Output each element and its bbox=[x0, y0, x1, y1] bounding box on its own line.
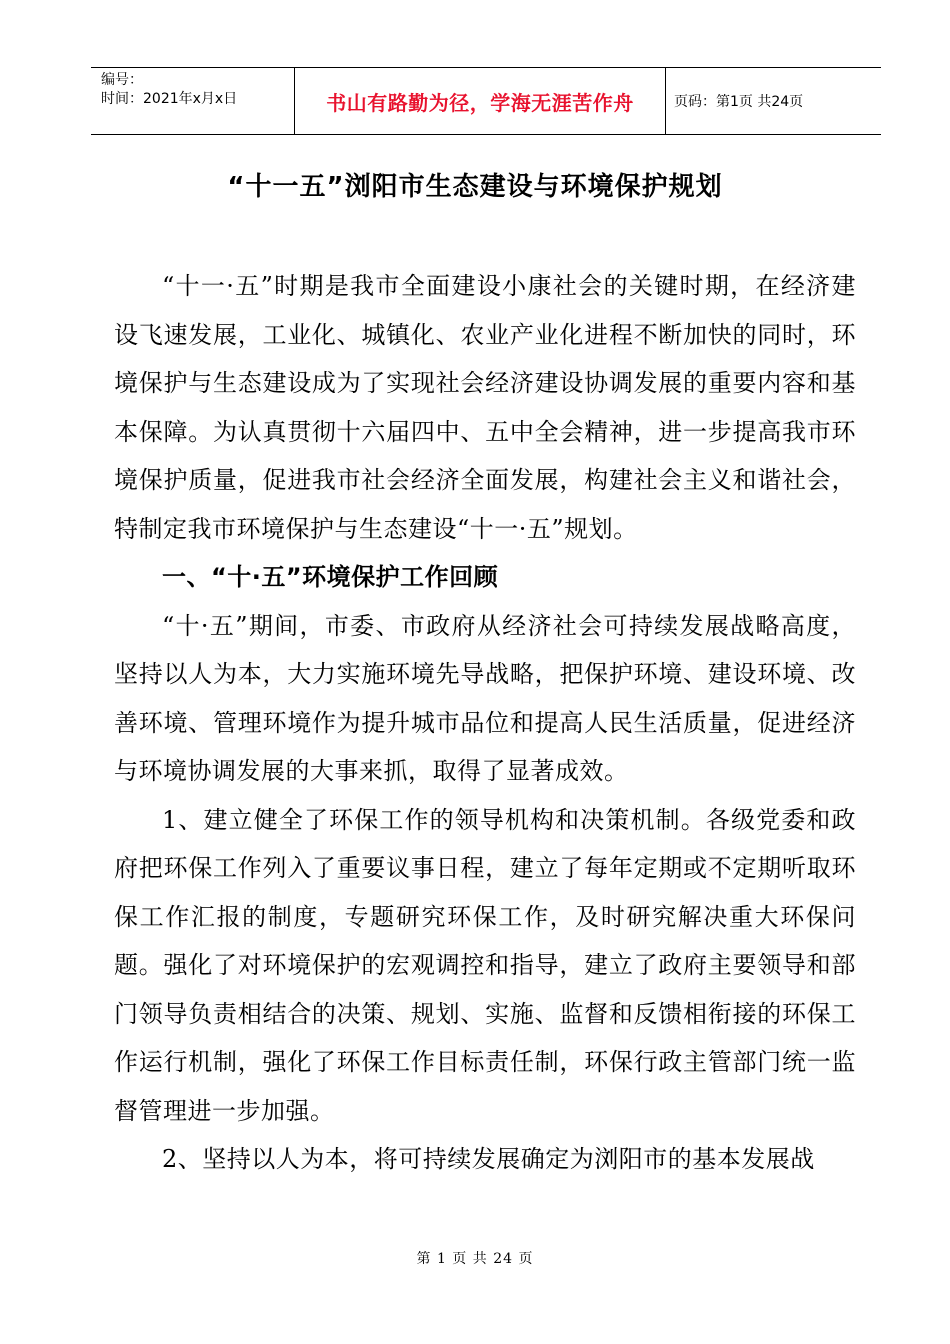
header-page-cell bbox=[666, 68, 881, 134]
page-footer: 第 1 页 共 24 页 bbox=[416, 1251, 534, 1267]
paragraph-intro: “十一·五”时期是我市全面建设小康社会的关键时期，在经济建设飞速发展，工业化、城镇化、农业产业化进程不断加快的同时，环境保护与生态建设成为了实现社会经济建设协调发展的重要内容和基本保障。为认真贯彻十六届四中、五中全会精神，进一步提高我市环境保护质量，促进我市社会经济全面发展，构建社会主义和谐社会，特制定我市环境保护与生态建设“十一·五”规划。 bbox=[114, 272, 856, 543]
document-header bbox=[91, 67, 881, 135]
document-time-label: 时间：2021年x月x日 bbox=[101, 91, 238, 107]
paragraph-review: “十·五”期间，市委、市政府从经济社会可持续发展战略高度，坚持以人为本，大力实施环境先导战略，把保护环境、建设环境、改善环境、管理环境作为提升城市品位和提高人民生活质量，促进经济与环境协调发展的大事来抓，取得了显著成效。 bbox=[114, 611, 856, 785]
paragraph-item-2: 2、坚持以人为本，将可持续发展确定为浏阳市的基本发展战 bbox=[162, 1145, 815, 1173]
header-meta-cell bbox=[91, 68, 294, 134]
header-motto: 书山有路勤为径，学海无涯苦作舟 bbox=[326, 90, 634, 115]
document-number-label: 编号： bbox=[101, 72, 143, 88]
section-heading-1: 一、“十·五”环境保护工作回顾 bbox=[162, 563, 499, 591]
document-title: “十一五”浏阳市生态建设与环境保护规划 bbox=[227, 172, 723, 202]
paragraph-item-1: 1、建立健全了环保工作的领导机构和决策机制。各级党委和政府把环保工作列入了重要议事日程，建立了每年定期或不定期听取环保工作汇报的制度，专题研究环保工作，及时研究解决重大环保问题。强化了对环境保护的宏观调控和指导，建立了政府主要领导和部门领导负责相结合的决策、规划、实施、监督和反馈相衔接的环保工作运行机制，强化了环保工作目标责任制，环保行政主管部门统一监督管理进一步加强。 bbox=[114, 805, 856, 1125]
header-motto-cell bbox=[294, 68, 666, 134]
document-body bbox=[114, 262, 856, 1184]
header-page-info: 页码：第1页 共24页 bbox=[674, 94, 804, 110]
